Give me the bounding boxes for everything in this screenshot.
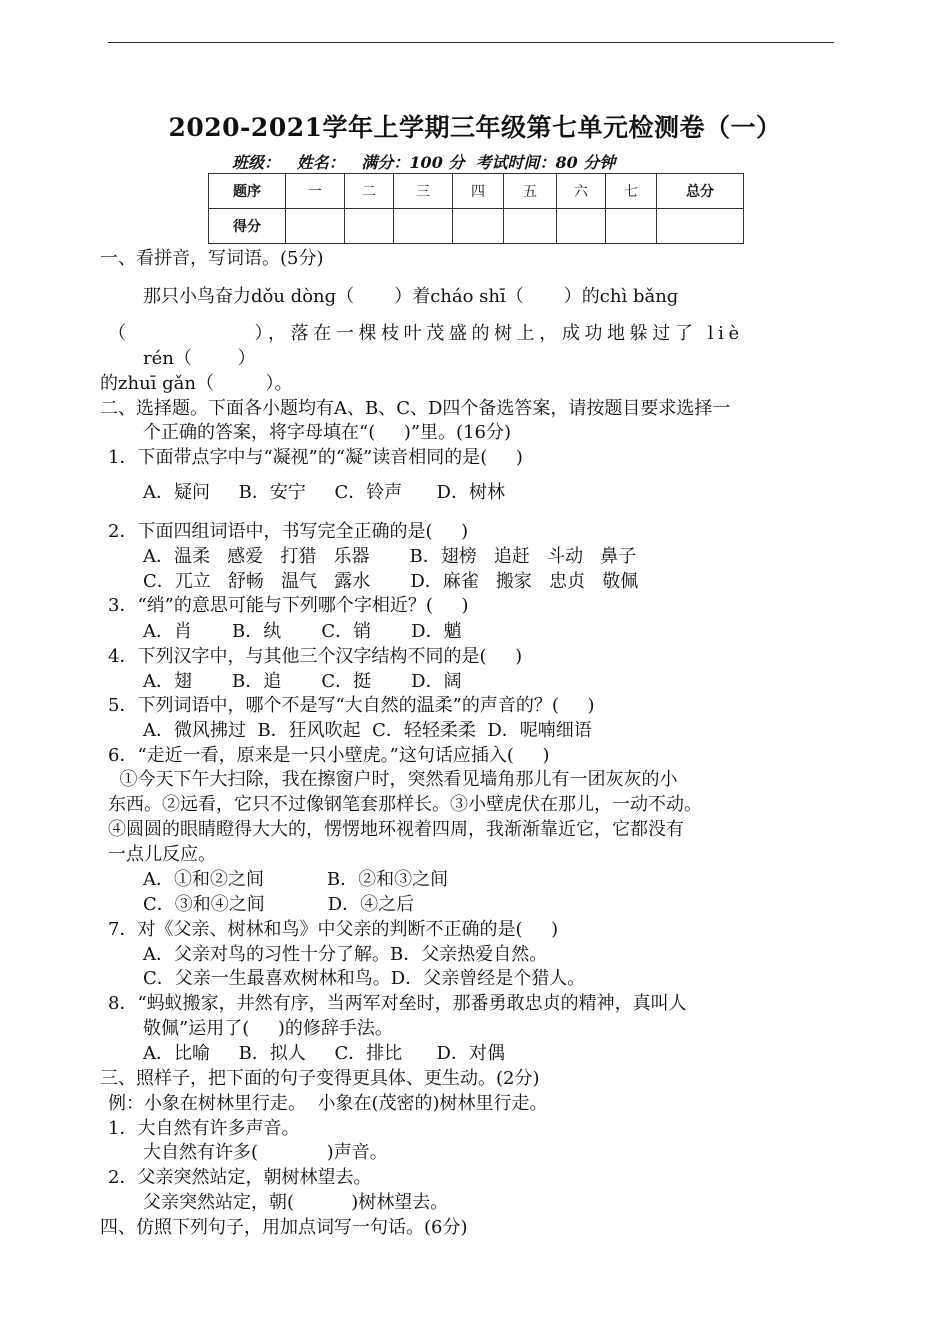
question: 3．“绡”的意思可能与下列哪个字相近？( )	[108, 595, 469, 616]
score-cell[interactable]	[286, 209, 345, 244]
question: 1．下面带点字中与“凝视”的“凝”读音相同的是( )	[108, 447, 523, 468]
question: 4．下列汉字中，与其他三个汉字结构不同的是( )	[108, 646, 523, 667]
text-line: 敬佩”运用了( )的修辞手法。	[143, 1018, 393, 1039]
score-table	[208, 173, 744, 244]
options: A．①和②之间 B．②和③之间	[143, 869, 449, 890]
options: C．父亲一生最喜欢树林和鸟。D．父亲曾经是个猎人。	[143, 968, 586, 989]
passage-line: ①今天下午大扫除，我在擦窗户时，突然看见墙角那儿有一团灰灰的小	[108, 769, 678, 790]
question: 7．对《父亲、树林和鸟》中父亲的判断不正确的是( )	[108, 919, 559, 940]
question: 8．“蚂蚁搬家，井然有序，当两军对垒时，那番勇敢忠贞的精神，真叫人	[108, 993, 687, 1014]
options: A．疑问 B．安宁 C．铃声 D．树林	[143, 482, 505, 503]
score-cell[interactable]	[453, 209, 504, 244]
text-line: 个正确的答案，将字母填在“( )”里。(16分)	[143, 422, 512, 443]
section-heading: 四、仿照下列句子，用加点词写一句话。(6分)	[100, 1217, 468, 1238]
passage-line: 东西。②远看，它只不过像钢笔套那样长。③小壁虎伏在那儿，一动不动。	[108, 794, 702, 815]
text-line: 那只小鸟奋力dǒu dònɡ（ ）着cháo shī（ ）的chì bǎnɡ	[143, 286, 679, 307]
options: A．肖 B．纨 C．销 D．魈	[143, 621, 462, 642]
score-cell[interactable]	[504, 209, 557, 244]
options: C．③和④之间 D．④之后	[143, 894, 415, 915]
question: 5．下列词语中，哪个不是写“大自然的温柔”的声音的？( )	[108, 695, 595, 716]
example-line: 例：小象在树林里行走。 小象在(茂密的)树林里行走。	[108, 1093, 548, 1114]
table-cell: 三	[394, 174, 453, 209]
section-heading: 三、照样子，把下面的句子变得更具体、更生动。(2分)	[100, 1068, 540, 1089]
table-cell: 二	[345, 174, 394, 209]
table-row	[209, 209, 744, 244]
question: 6．“走近一看，原来是一只小壁虎。”这句话应插入( )	[108, 745, 550, 766]
table-cell: 六	[557, 174, 606, 209]
options: A．翅 B．追 C．挺 D．阔	[143, 671, 462, 692]
exam-info: 班级： 姓名： 满分：100 分 考试时间：80 分钟	[232, 153, 616, 172]
score-cell[interactable]	[557, 209, 606, 244]
table-row	[209, 174, 744, 209]
options: A．比喻 B．拟人 C．排比 D．对偶	[143, 1043, 505, 1064]
options: A．父亲对鸟的习性十分了解。B．父亲热爱自然。	[143, 944, 548, 965]
header-rule	[108, 42, 834, 43]
section-heading: 一、看拼音，写词语。(5分)	[100, 248, 324, 269]
question: 2．下面四组词语中，书写完全正确的是( )	[108, 521, 469, 542]
score-cell[interactable]	[606, 209, 657, 244]
score-cell[interactable]	[394, 209, 453, 244]
text-line: （ ），落在一棵枝叶茂盛的树上，成功地躲过了 liè	[108, 323, 744, 344]
table-cell: 四	[453, 174, 504, 209]
question: 2．父亲突然站定，朝树林望去。	[108, 1167, 372, 1188]
answer-line: 大自然有许多( )声音。	[143, 1142, 388, 1163]
passage-line: 一点儿反应。	[108, 844, 216, 865]
score-cell[interactable]	[657, 209, 744, 244]
table-cell: 一	[286, 174, 345, 209]
passage-line: ④圆圆的眼睛瞪得大大的，愣愣地环视着四周，我渐渐靠近它，它都没有	[108, 819, 684, 840]
table-cell: 五	[504, 174, 557, 209]
section-heading: 二、选择题。下面各小题均有A、B、C、D四个备选答案，请按题目要求选择一	[100, 398, 731, 419]
table-cell: 总分	[657, 174, 744, 209]
score-cell[interactable]	[345, 209, 394, 244]
page-title: 2020-2021学年上学期三年级第七单元检测卷（一）	[168, 113, 782, 142]
answer-line: 父亲突然站定，朝( )树林望去。	[143, 1192, 449, 1213]
text-line: rén（ ）	[143, 348, 256, 369]
table-cell: 得分	[209, 209, 286, 244]
text-line: 的zhuī gǎn（ ）。	[100, 373, 293, 394]
options: C．兀立 舒畅 温气 露水 D．麻雀 搬家 忠贞 敬佩	[143, 571, 639, 592]
table-cell: 题序	[209, 174, 286, 209]
table-cell: 七	[606, 174, 657, 209]
options: A．温柔 感爱 打猎 乐器 B．翅榜 追赶 斗动 鼻子	[143, 546, 637, 567]
options: A．微风拂过 B．狂风吹起 C．轻轻柔柔 D．呢喃细语	[143, 720, 592, 741]
question: 1．大自然有许多声音。	[108, 1118, 300, 1139]
